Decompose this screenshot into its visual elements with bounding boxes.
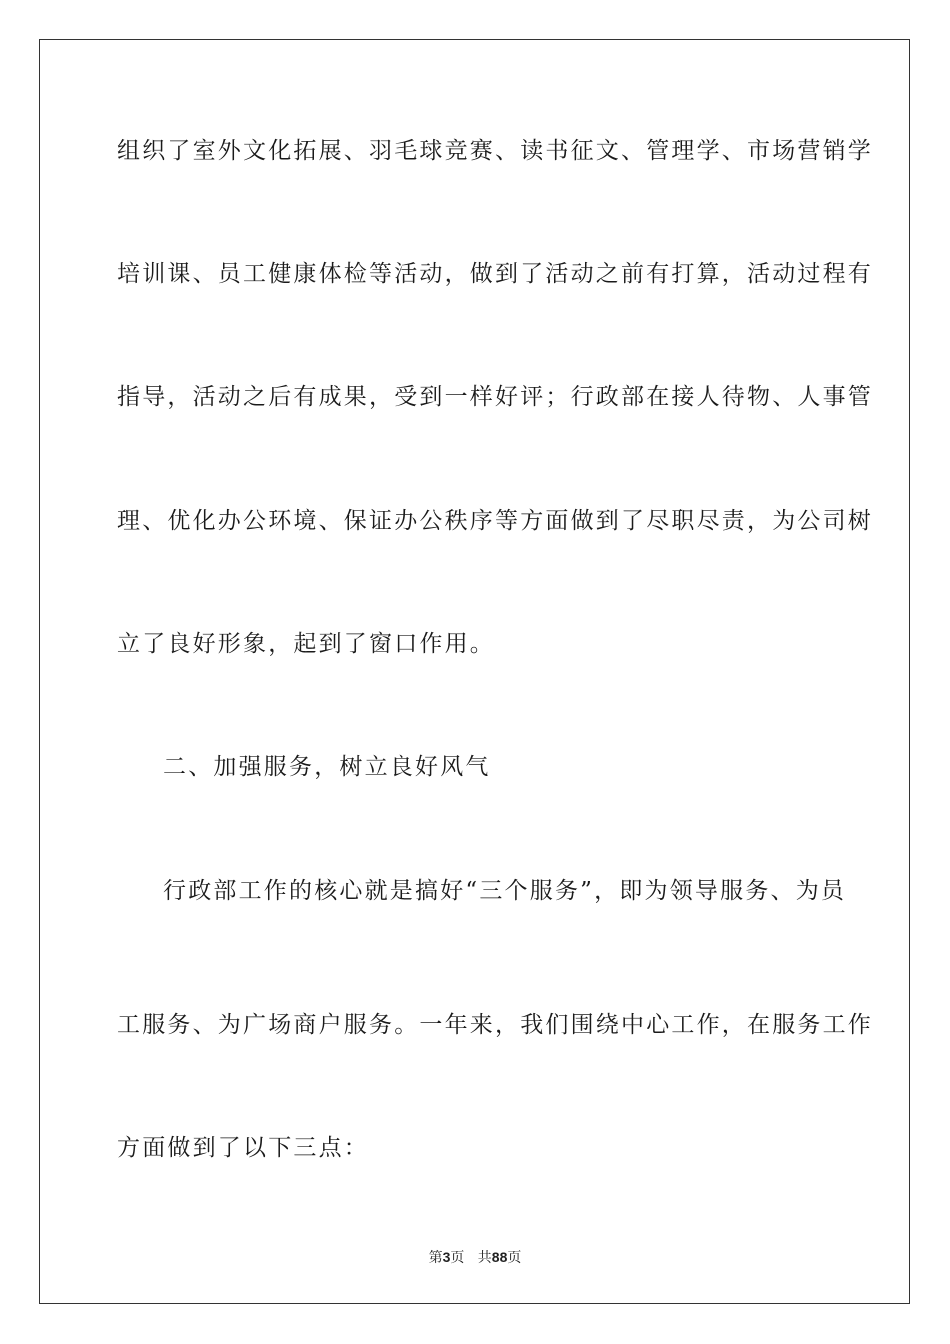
section-heading: 二、加强服务，树立良好风气 [163, 754, 491, 780]
footer-page-number: 3 [442, 1249, 451, 1265]
footer-total-pages: 88 [491, 1249, 508, 1265]
body-text-line: 理、优化办公环境、保证办公秩序等方面做到了尽职尽责，为公司树 [117, 508, 873, 534]
body-text-line: 行政部工作的核心就是搞好“三个服务”，即为领导服务、为员 [163, 878, 847, 904]
footer-page-suffix: 页 [450, 1250, 465, 1266]
body-text-line: 组织了室外文化拓展、羽毛球竞赛、读书征文、管理学、市场营销学 [117, 138, 873, 164]
body-text-line: 培训课、员工健康体检等活动，做到了活动之前有打算，活动过程有 [117, 261, 873, 287]
footer-page-prefix: 第 [428, 1250, 443, 1266]
footer-total-suffix: 页 [507, 1250, 522, 1266]
page-border [39, 39, 910, 1304]
body-text-line: 立了良好形象，起到了窗口作用。 [117, 631, 495, 657]
body-text-line: 指导，活动之后有成果，受到一样好评；行政部在接人待物、人事管 [117, 384, 873, 410]
body-text-line: 工服务、为广场商户服务。一年来，我们围绕中心工作，在服务工作 [117, 1012, 873, 1038]
body-text-line: 方面做到了以下三点： [117, 1135, 369, 1161]
page-footer [0, 1248, 950, 1267]
footer-total-prefix: 共 [477, 1250, 492, 1266]
